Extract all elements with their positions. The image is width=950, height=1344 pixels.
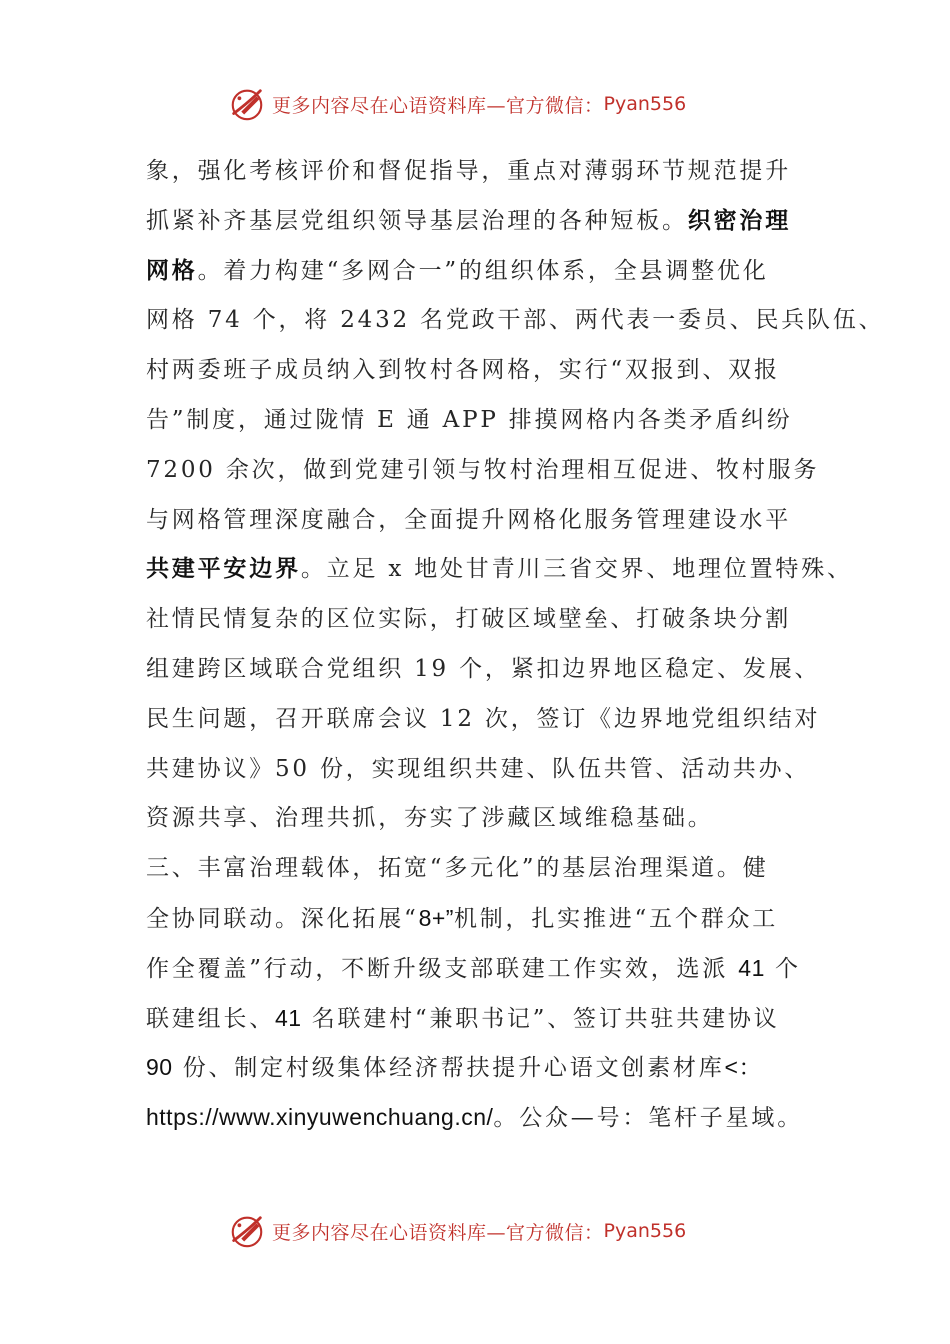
footer-banner-text: 更多内容尽在心语资料库—官方微信： [272, 1221, 604, 1244]
text-line: 民生问题，召开联席会议 12 次，签订《边界地党组织结对 [146, 705, 821, 732]
website-url: https://www.xinyuwenchuang.cn/ [146, 1104, 494, 1131]
text-line: 共建协议》50 份，实现组织共建、队伍共管、活动共办、 [146, 755, 811, 782]
text-line: 村两委班子成员纳入到牧村各网格，实行“双报到、双报 [146, 357, 780, 384]
text-line: 社情民情复杂的区位实际，打破区域壁垒、打破条块分割 [146, 606, 791, 633]
text-line: 象，强化考核评价和督促指导，重点对薄弱环节规范提升 [146, 158, 791, 184]
text-line: 共建平安边界。立足 x 地处甘青川三省交界、地理位置特殊、 [146, 556, 853, 583]
bold-heading: 共建平安边界 [146, 556, 301, 583]
text-line: 作全覆盖”行动，不断升级支部联建工作实效，选派 41 个 [146, 954, 801, 982]
text-line: 网格。着力构建“多网合一”的组织体系，全县调整优化 [146, 257, 769, 284]
bold-heading: 网格 [146, 257, 198, 284]
text-line: 资源共享、治理共抓，夯实了涉藏区域维稳基础。 [146, 805, 714, 832]
text-line: https://www.xinyuwenchuang.cn/。公众—号：笔杆子星域。 [146, 1104, 804, 1132]
bold-heading: 织密治理 [687, 207, 792, 234]
text-line: 告”制度，通过陇情 E 通 APP 排摸网格内各类矛盾纠纷 [146, 406, 793, 433]
header-wechat-id: Pyan556 [603, 93, 687, 115]
text-line: 网格 74 个，将 2432 名党政干部、两代表一委员、民兵队伍、 [146, 307, 885, 334]
text-line: 全协同联动。深化拓展“8+”机制，扎实推进“五个群众工 [146, 904, 779, 932]
text-line: 组建跨区域联合党组织 19 个，紧扣边界地区稳定、发展、 [146, 655, 821, 682]
footer-wechat-id: Pyan556 [603, 1220, 687, 1242]
text-line: 与网格管理深度融合，全面提升网格化服务管理建设水平 [146, 506, 791, 533]
text-line: 联建组长、41 名联建村“兼职书记”、签订共驻共建协议 [146, 1004, 780, 1032]
header-banner-text: 更多内容尽在心语资料库—官方微信： [272, 94, 604, 117]
header-banner [228, 84, 686, 124]
pen-logo-icon [228, 1212, 266, 1250]
text-line: 90 份、制定村级集体经济帮扶提升心语文创素材库<： [146, 1054, 762, 1082]
text-line: 7200 余次，做到党建引领与牧村治理相互促进、牧村服务 [146, 456, 820, 483]
pen-logo-icon [228, 85, 266, 123]
text-line: 三、丰富治理载体，拓宽“多元化”的基层治理渠道。健 [146, 855, 769, 882]
text-line: 抓紧补齐基层党组织领导基层治理的各种短板。织密治理 [146, 207, 792, 234]
footer-banner [228, 1211, 686, 1251]
document-body [146, 147, 885, 1143]
